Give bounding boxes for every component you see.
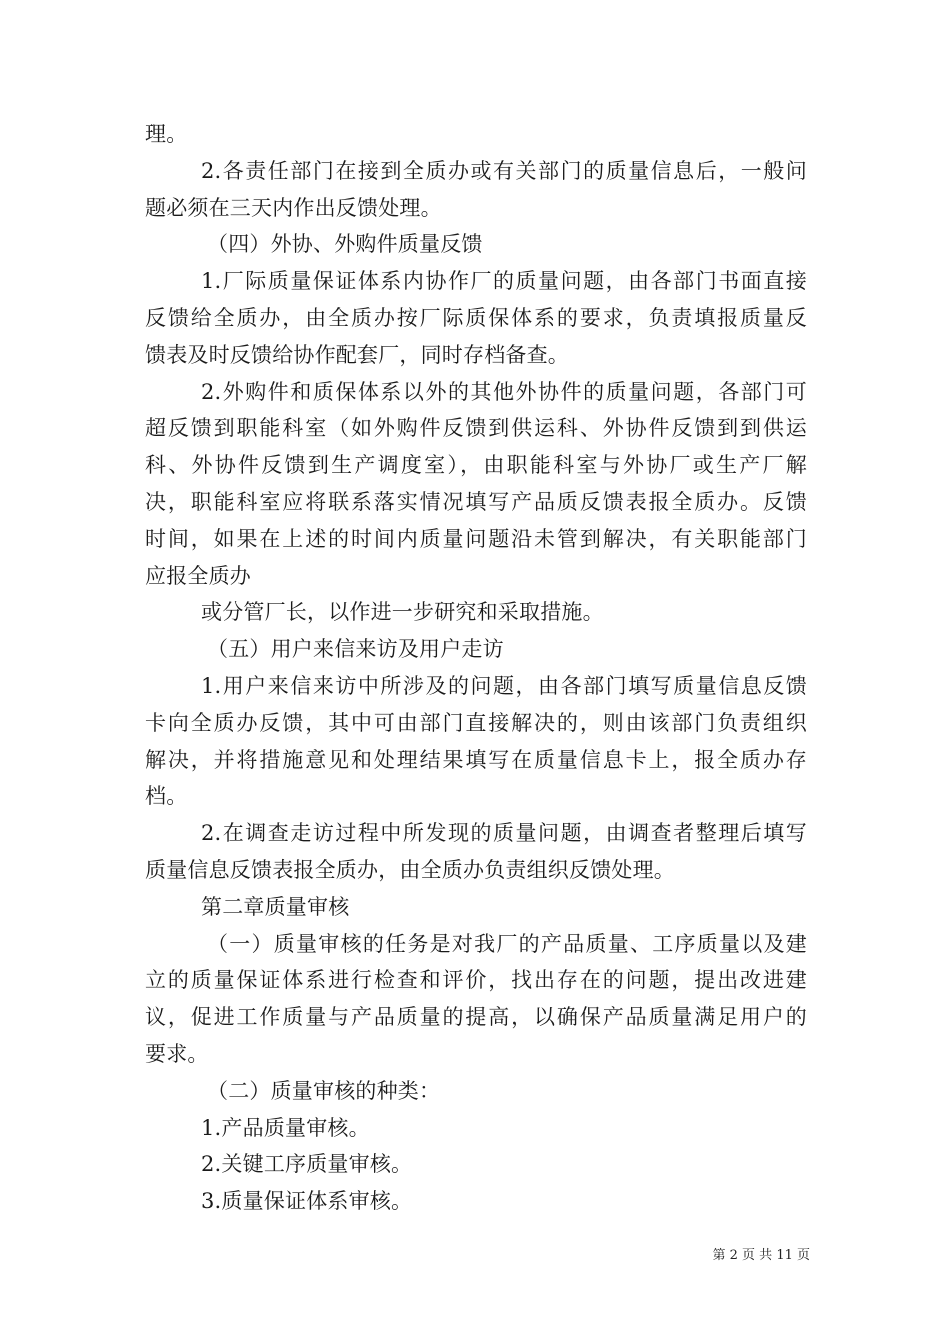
text-line: 2.外购件和质保体系以外的其他外协件的质量问题，各部门可 [201,379,807,404]
text-line: 第二章质量审核 [201,894,350,919]
text-line: 时间，如果在上述的时间内质量问题沿未管到解决，有关职能部门 [145,526,807,551]
text-line: 1.产品质量审核。 [201,1115,370,1140]
text-line: 反馈给全质办，由全质办按厂际质保体系的要求，负责填报质量反 [145,305,807,330]
document-body [145,116,807,1220]
text-line: 质量信息反馈表报全质办，由全质办负责组织反馈处理。 [145,857,675,882]
text-line: 应报全质办 [145,563,251,588]
text-line: 或分管厂长，以作进一步研究和采取措施。 [201,600,604,625]
text-line: 立的质量保证体系进行检查和评价，找出存在的问题，提出改进建 [145,968,807,993]
text-line: 1.厂际质量保证体系内协作厂的质量问题，由各部门书面直接 [201,269,807,294]
text-line: 1.用户来信来访中所涉及的问题，由各部门填写质量信息反馈 [201,673,807,698]
text-line: （一）质量审核的任务是对我厂的产品质量、工序质量以及建 [207,931,807,956]
text-line: 档。 [145,784,188,809]
text-line: （四）外协、外购件质量反馈 [207,232,483,257]
page-number: 第 2 页 共 11 页 [712,1248,810,1263]
text-line: 解决，并将措施意见和处理结果填写在质量信息卡上，报全质办存 [145,747,807,772]
text-line: 理。 [145,122,188,146]
text-line: 科、外协件反馈到生产调度室），由职能科室与外协厂或生产厂解 [145,453,807,478]
text-line: 决，职能科室应将联系落实情况填写产品质反馈表报全质办。反馈 [145,489,807,514]
text-line: 题必须在三天内作出反馈处理。 [145,195,442,220]
text-line: 2.各责任部门在接到全质办或有关部门的质量信息后，一般问 [201,158,807,183]
text-line: 要求。 [145,1041,209,1066]
text-line: 卡向全质办反馈，其中可由部门直接解决的，则由该部门负责组织 [145,710,807,735]
text-line: 2.在调查走访过程中所发现的质量问题，由调查者整理后填写 [201,821,807,846]
text-line: 馈表及时反馈给协作配套厂，同时存档备查。 [145,342,569,367]
text-line: 3.质量保证体系审核。 [201,1189,413,1214]
text-line: （二）质量审核的种类： [207,1078,441,1103]
text-line: 超反馈到职能科室（如外购件反馈到供运科、外协件反馈到到供运 [145,416,807,441]
text-line: （五）用户来信来访及用户走访 [207,637,504,662]
text-line: 2.关键工序质量审核。 [201,1152,413,1177]
text-line: 议，促进工作质量与产品质量的提高，以确保产品质量满足用户的 [145,1005,807,1030]
